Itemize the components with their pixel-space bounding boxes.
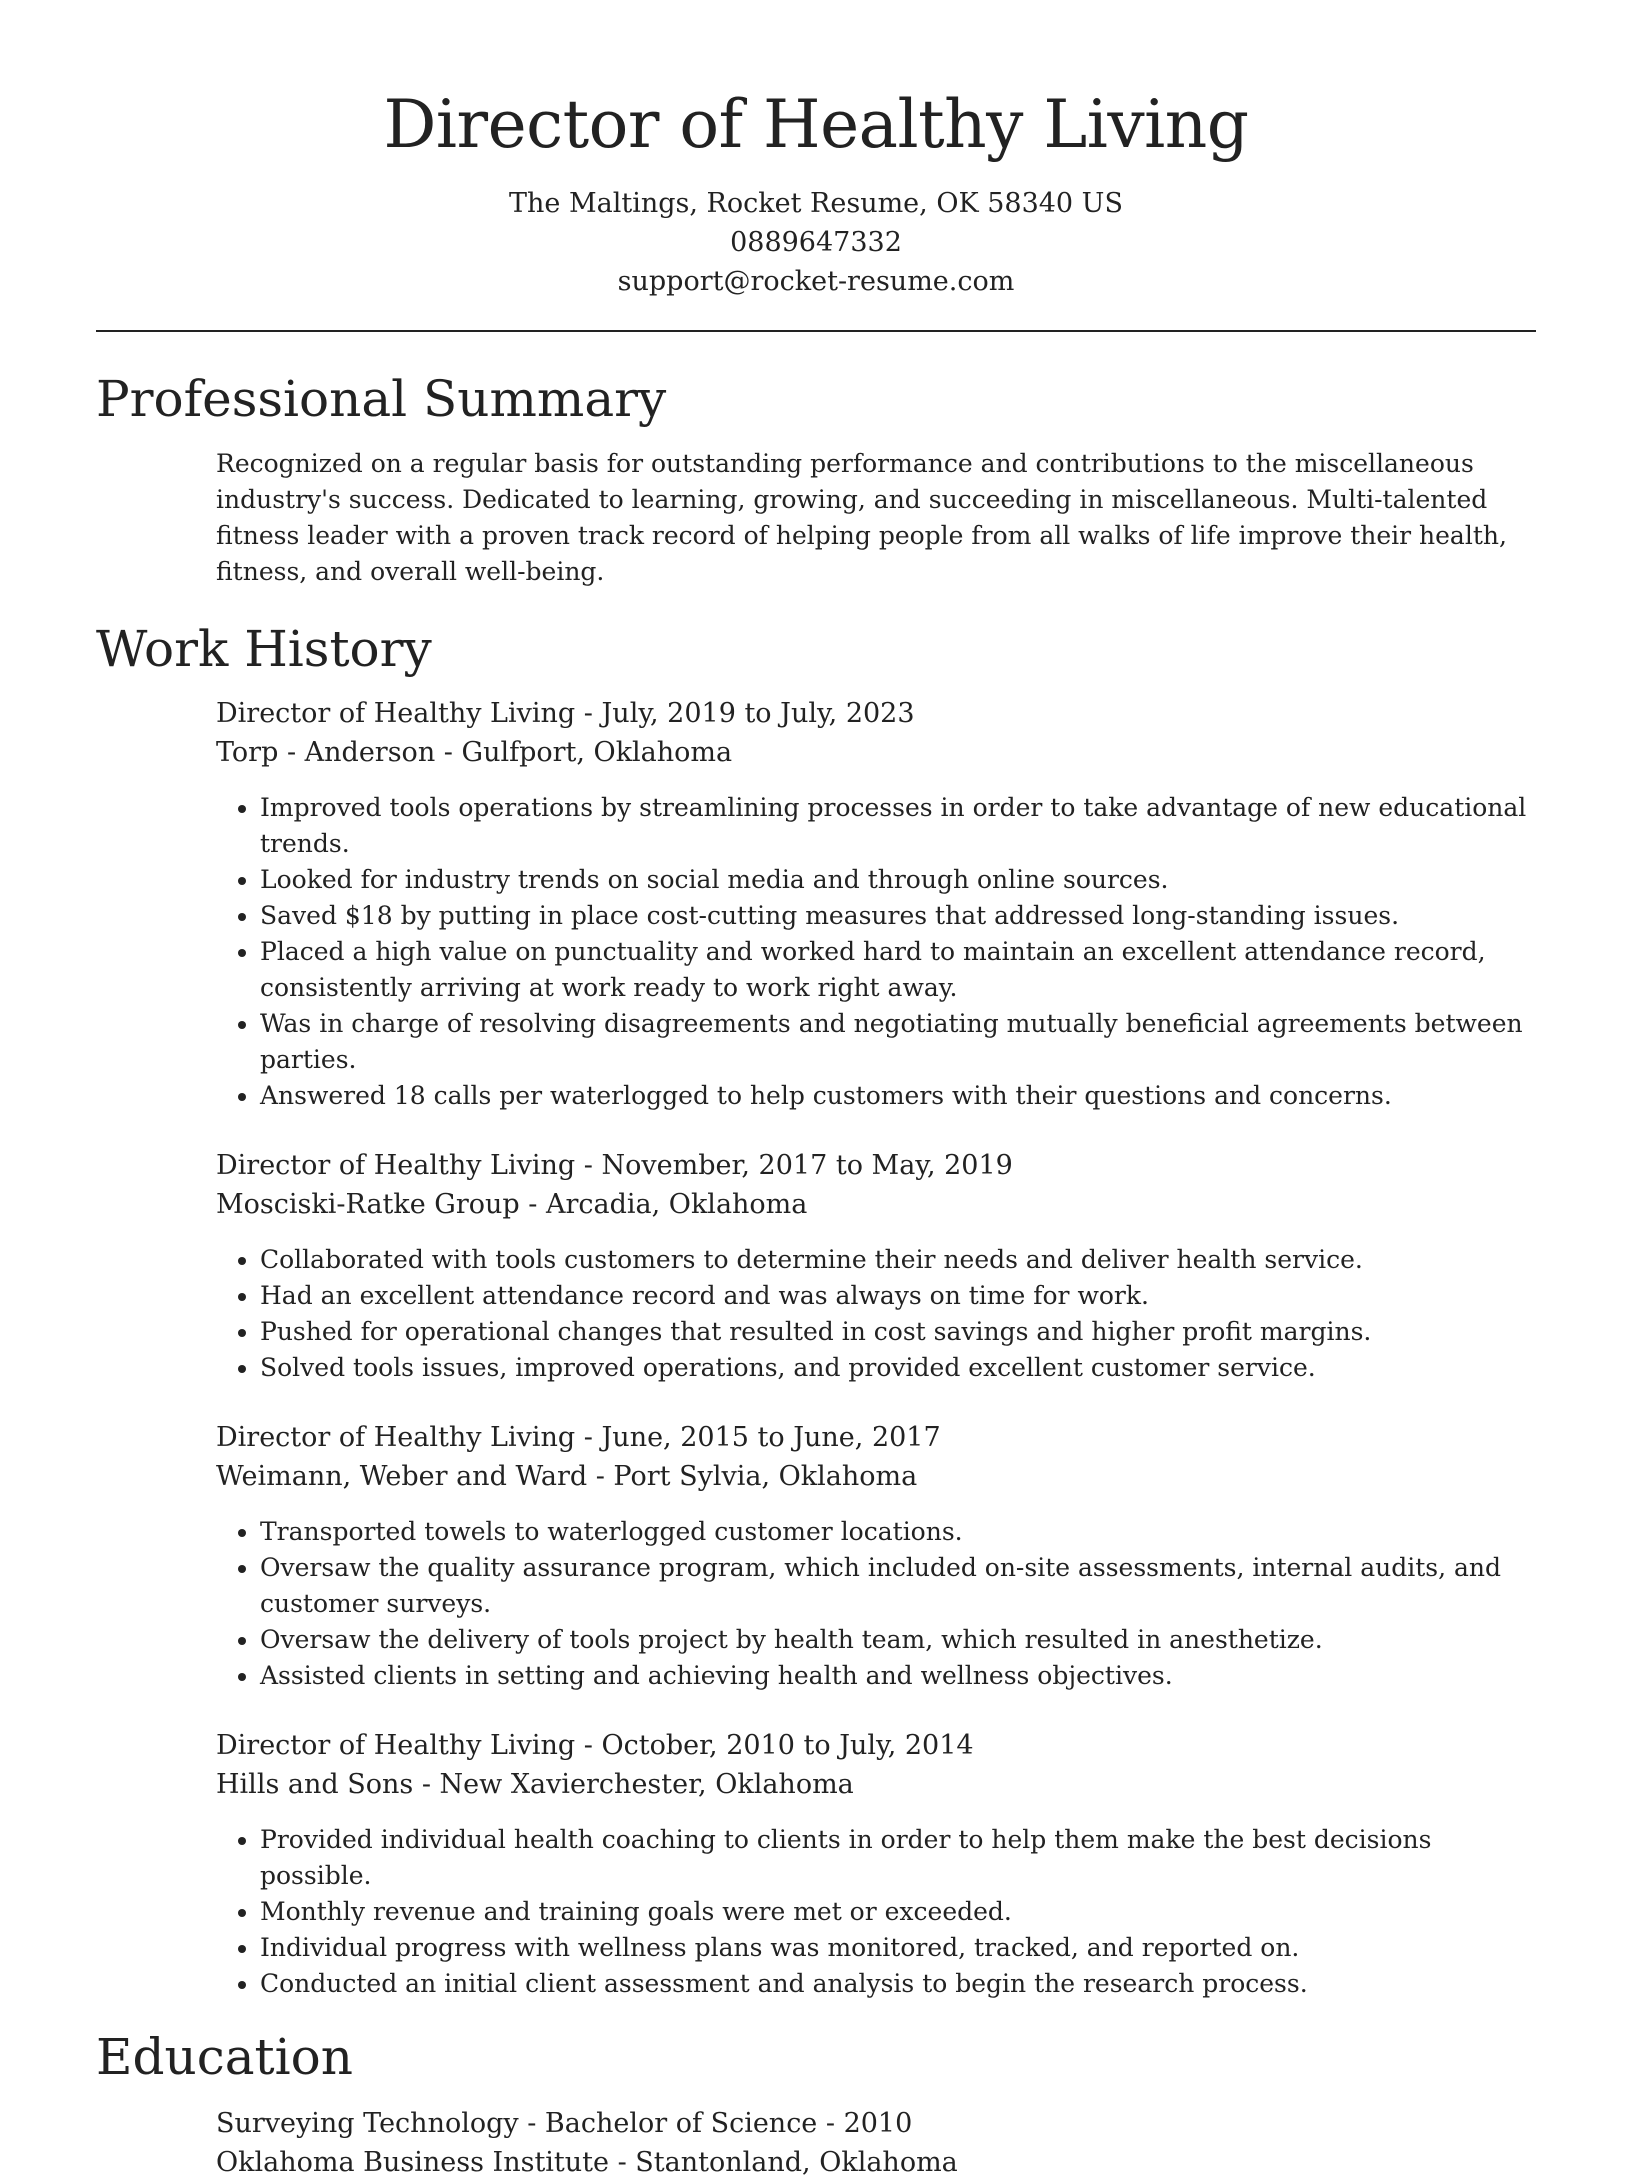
job-role: Director of Healthy Living [216,1730,576,1761]
job-bullet: • Improved tools operations by streamlining processes in order to take advantage of new educational trends. [260,790,1536,862]
job-entry [216,1146,1536,1386]
job-bullet: • Was in charge of resolving disagreements and negotiating mutually beneficial agreements between parties. [260,1006,1536,1078]
job-role: Director of Healthy Living [216,698,576,729]
resume-name: Director of Healthy Living [383,86,1249,163]
header-divider [96,330,1536,332]
contact-phone: 0889647332 [730,227,902,258]
job-title-line [216,694,1536,733]
job-bullet: • Oversaw the quality assurance program, which included on-site assessments, internal audits, and customer surveys. [260,1550,1536,1622]
job-bullets [216,1514,1536,1694]
job-company: Mosciski-Ratke Group [216,1189,520,1220]
job-bullet: • Looked for industry trends on social media and through online sources. [260,862,1536,898]
job-bullet: • Transported towels to waterlogged customer locations. [260,1514,1536,1550]
contact-block [96,184,1536,301]
education-heading: Education [96,2028,353,2086]
job-bullet: • Saved $18 by putting in place cost-cutting measures that addressed long-standing issues. [260,898,1536,934]
contact-address: The Maltings, Rocket Resume, OK 58340 US [509,188,1123,219]
job-dates: - October, 2010 to July, 2014 [575,1730,974,1761]
job-dates: - July, 2019 to July, 2023 [575,698,915,729]
job-entry [216,1418,1536,1694]
job-bullets [216,1822,1536,2002]
job-bullet: • Had an excellent attendance record and was always on time for work. [260,1278,1536,1314]
job-bullet: • Monthly revenue and training goals were met or exceeded. [260,1894,1536,1930]
job-bullet: • Individual progress with wellness plans was monitored, tracked, and reported on. [260,1930,1536,1966]
job-dates: - November, 2017 to May, 2019 [575,1150,1013,1181]
job-title-line [216,1726,1536,1765]
job-entry [216,1726,1536,2002]
job-bullet: • Provided individual health coaching to clients in order to help them make the best decisions possible. [260,1822,1536,1894]
education-entry [216,2104,1536,2182]
job-company: Hills and Sons [216,1769,414,1800]
work-history-list [216,694,1536,2002]
summary-text: Recognized on a regular basis for outstanding performance and contributions to the miscellaneous industry's success. Dedicated to learning, growing, and succeeding in miscellaneous. Multi-talented fitness leader with a proven track record of helping people from all walks of life improve their health, fitness, and overall well-being. [216,449,1507,586]
job-title-line [216,1146,1536,1185]
job-bullet: • Conducted an initial client assessment and analysis to begin the research process. [260,1966,1536,2002]
education-school: Oklahoma Business Institute [216,2147,610,2178]
summary-heading: Professional Summary [96,370,667,428]
education-location: - Stantonland, Oklahoma [609,2147,958,2178]
education-school-line [216,2143,1536,2182]
job-bullets [216,790,1536,1114]
job-location: - Arcadia, Oklahoma [519,1189,808,1220]
job-bullet: • Solved tools issues, improved operations, and provided excellent customer service. [260,1350,1536,1386]
job-bullets [216,1242,1536,1386]
contact-email: support@rocket-resume.com [617,266,1015,297]
job-entry [216,694,1536,1114]
job-company-line [216,1457,1536,1496]
job-company-line [216,1185,1536,1224]
work-history-heading: Work History [96,620,432,678]
job-company-line [216,1765,1536,1804]
job-bullet: • Placed a high value on punctuality and worked hard to maintain an excellent attendance record, consistently arriving at work ready to work right away. [260,934,1536,1006]
job-role: Director of Healthy Living [216,1150,576,1181]
job-role: Director of Healthy Living [216,1422,576,1453]
job-company-line [216,733,1536,772]
job-company: Weimann, Weber and Ward [216,1461,588,1492]
education-degree-line: Surveying Technology - Bachelor of Science - 2010 [216,2108,913,2139]
job-bullet: • Assisted clients in setting and achieving health and wellness objectives. [260,1658,1536,1694]
resume-page [96,0,1536,2182]
job-company: Torp - Anderson [216,737,436,768]
job-bullet: • Pushed for operational changes that resulted in cost savings and higher profit margins. [260,1314,1536,1350]
job-location: - Port Sylvia, Oklahoma [587,1461,918,1492]
job-dates: - June, 2015 to June, 2017 [575,1422,941,1453]
job-bullet: • Collaborated with tools customers to determine their needs and deliver health service. [260,1242,1536,1278]
job-title-line [216,1418,1536,1457]
job-bullet: • Answered 18 calls per waterlogged to help customers with their questions and concerns. [260,1078,1536,1114]
job-bullet: • Oversaw the delivery of tools project by health team, which resulted in anesthetize. [260,1622,1536,1658]
job-location: - New Xavierchester, Oklahoma [413,1769,854,1800]
job-location: - Gulfport, Oklahoma [435,737,733,768]
